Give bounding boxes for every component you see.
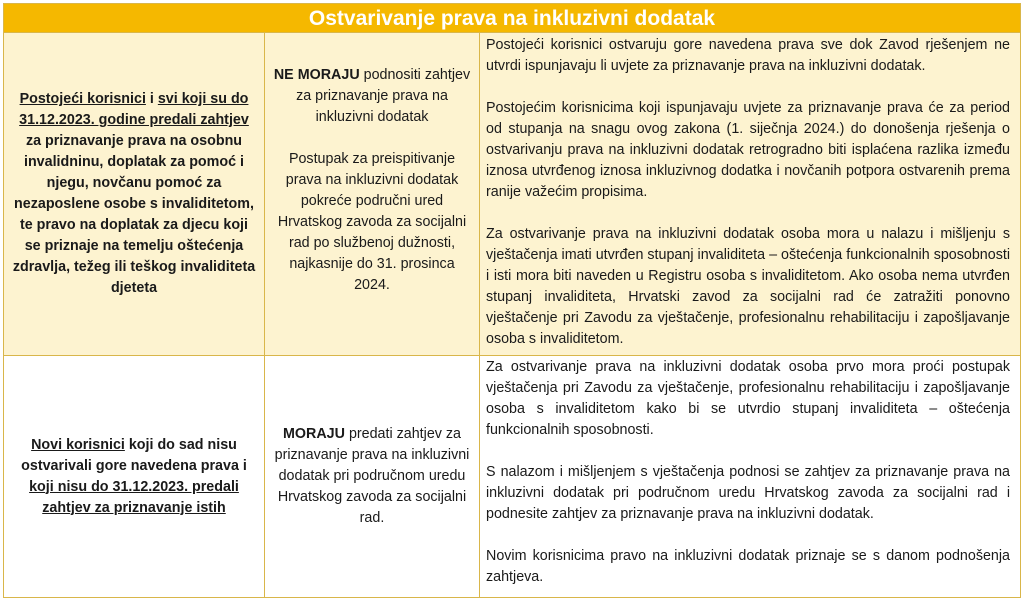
who-underlined-2: svi koji su do 31.12.2023. godine predali zahtjev [19,91,249,128]
who-text [12,89,256,299]
who-cell [4,33,265,355]
obligation-keyword: NE MORAJU [273,67,360,83]
obligation-keyword: MORAJU [283,426,345,442]
obligation-rest: podnositi zahtjev za priznavanje prava na inkluzivni dodatak [296,67,471,125]
who-text-1: koji do sad nisu ostvarivali gore navedena prava i [21,436,247,474]
details-paragraph: Postojećim korisnicima koji ispunjavaju uvjete za priznavanje prava će za period od stupanja na snagu ovog zakona (1. siječnja 2024.) do donošenja rješenja o ostvarivanju prava na inkluzivni dodatak retrogradno biti isplaćena razlika između iznosa utvrđenog iznosa inkluzivnog dodatka i novčanih potpora ostvarenih prema ranije važećim propisima. [486,100,1010,200]
obligation-text [271,65,473,128]
details-cell [480,356,1020,597]
rights-table [3,3,1021,598]
who-underlined-2: koji nisu do 31.12.2023. predali zahtjev za priznavanje istih [29,478,239,516]
table-title: Ostvarivanje prava na inkluzivni dodatak [4,4,1020,33]
obligation-cell [265,33,480,355]
who-text-1: i [145,91,158,107]
details-paragraph: Postojeći korisnici ostvaruju gore navedena prava sve dok Zavod rješenjem ne utvrdi ispunjavaju li uvjete za priznavanje prava na inkluzivni dodatak. [486,37,1010,74]
who-cell [4,356,265,597]
details-paragraph: Za ostvarivanje prava na inkluzivni dodatak osoba mora u nalazu i mišljenju s vještačenja imati utvrđen stupanj invaliditeta – oštećenja funkcionalnih sposobnosti i isti mora biti naveden u Registru osoba s invaliditetom. Ako osoba nema utvrđen stupanj invaliditeta, Hrvatski zavod za socijalni rad će zatražiti ponovno vještačenje pri Zavodu za vještačenje, profesionalnu rehabilitaciju i zapošljavanje osoba s invaliditetom. [486,226,1010,347]
table-row-existing-users [4,33,1020,356]
who-underlined-1: Novi korisnici [31,436,125,453]
details-paragraph: Za ostvarivanje prava na inkluzivni dodatak osoba prvo mora proći postupak vještačenja pri Zavodu za vještačenje, profesionalnu rehabilitaciju i zapošljavanje osoba s invaliditetom kako bi se utvrdio stupanj invaliditeta – oštećenja funkcionalnih sposobnosti. [486,359,1010,438]
details-paragraph: Novim korisnicima pravo na inkluzivni dodatak priznaje se s danom podnošenja zahtjeva. [486,548,1010,585]
details-cell [480,33,1020,355]
table-row-new-users [4,356,1020,597]
details-paragraph: S nalazom i mišljenjem s vještačenja podnosi se zahtjev za priznavanje prava na inkluzivni dodatak pri područnom uredu Hrvatskog zavoda za socijalni rad i podnesite zahtjev za priznavanje prava na inkluzivni dodatak. [486,464,1010,522]
obligation-rest: predati zahtjev za priznavanje prava na inkluzivni dodatak pri područnom uredu Hrvatskog zavoda za socijalni rad. [274,426,470,526]
who-text [12,435,256,519]
obligation-text [271,424,473,529]
who-text-2: za priznavanje prava na osobnu invalidninu, doplatak za pomoć i njegu, novčanu pomoć za nezaposlene osobe s invaliditetom, te pravo na doplatak za djecu koji se priznaje na temelju oštećenja zdravlja, težeg ili teškog invaliditeta djeteta [12,133,256,296]
obligation-note: Postupak za preispitivanje prava na inkluzivni dodatak pokreće područni ured Hrvatskog zavoda za socijalni rad po službenoj dužnosti, najkasnije do 31. prosinca 2024. [277,151,467,293]
who-underlined-1: Postojeći korisnici [19,91,146,107]
obligation-cell [265,356,480,597]
